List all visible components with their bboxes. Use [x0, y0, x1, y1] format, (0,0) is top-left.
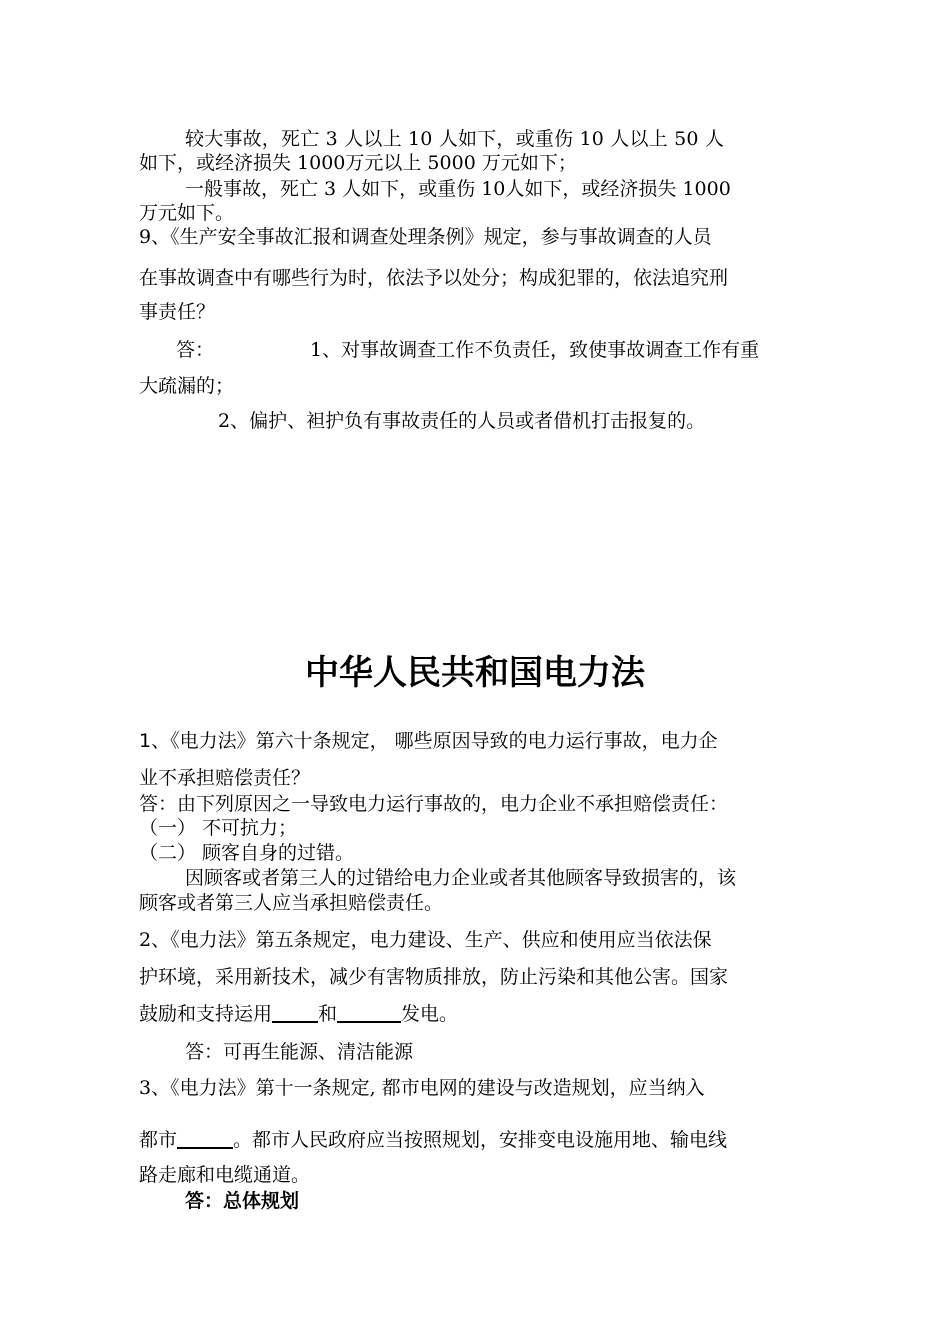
para-major-accident-1: 较大事故，死亡 3 人以上 10 人如下，或重伤 10 人以上 50 人: [185, 128, 725, 150]
q2-line-3-b: 和: [318, 1003, 338, 1025]
para-general-accident-1: 一般事故，死亡 3 人如下，或重伤 10人如下，或经济损失 1000: [185, 178, 731, 200]
answer-9-item-2: 2、偏护、袒护负有事故责任的人员或者借机打击报复的。: [218, 410, 706, 432]
answer-9-label: 答：: [176, 339, 215, 361]
q1-answer-item-2: （二） 顾客自身的过错。: [139, 842, 355, 864]
q1-line-1-text: 1、《电力法》第六十条规定， 哪些原因导致的电力运行事故，电力企: [139, 730, 718, 752]
q3-answer: 答：总体规划: [185, 1190, 300, 1212]
q1-line-2: 业不承担赔偿责任？: [139, 767, 311, 789]
q3-line-1: 3、《电力法》第十一条规定, 都市电网的建设与改造规划，应当纳入: [139, 1077, 705, 1099]
q2-line-2: 护环境，采用新技术，减少有害物质排放，防止污染和其他公害。国家: [139, 966, 729, 988]
fill-blank-3: [177, 1129, 233, 1149]
fill-blank-2: [337, 1003, 401, 1023]
q2-answer: 答：可再生能源、清洁能源: [185, 1041, 414, 1063]
answer-9-item-1b: 大疏漏的；: [139, 375, 235, 397]
question-9-line-1: 9、《生产安全事故汇报和调查处理条例》规定，参与事故调查的人员: [139, 226, 712, 248]
section-title: 中华人民共和国电力法: [305, 653, 645, 693]
question-9-line-2: 在事故调查中有哪些行为时，依法予以处分；构成犯罪的，依法追究刑: [139, 267, 729, 289]
q1-answer-note-1: 因顾客或者第三人的过错给电力企业或者其他顾客导致损害的，该: [185, 867, 737, 889]
q1-answer-intro: 答：由下列原因之一导致电力运行事故的，电力企业不承担赔偿责任：: [139, 793, 729, 815]
question-9-line-3: 事责任？: [139, 301, 216, 323]
q2-line-3: [139, 1002, 458, 1026]
q3-line-2-b: 。都市人民政府应当按照规划，安排变电设施用地、输电线: [233, 1129, 728, 1151]
para-major-accident-2: 如下，或经济损失 1000万元以上 5000 万元如下；: [139, 152, 577, 174]
q1-answer-note-2: 顾客或者第三人应当承担赔偿责任。: [139, 892, 444, 914]
q2-line-3-c: 发电。: [401, 1003, 459, 1025]
q1-answer-item-1: （一） 不可抗力；: [139, 817, 298, 839]
fill-blank-1: [272, 1003, 318, 1023]
q2-line-3-a: 鼓励和支持运用: [139, 1003, 273, 1025]
answer-9-item-1a: 1、对事故调查工作不负责任，致使事故调查工作有重: [310, 339, 760, 361]
q3-line-2: [139, 1128, 727, 1152]
q3-line-3: 路走廊和电缆通道。: [139, 1164, 311, 1186]
q2-line-1: 2、《电力法》第五条规定，电力建设、生产、供应和使用应当依法保: [139, 929, 712, 951]
para-general-accident-2: 万元如下。: [139, 202, 235, 224]
q1-line-1: [139, 729, 718, 753]
q3-line-2-a: 都市: [139, 1129, 178, 1151]
